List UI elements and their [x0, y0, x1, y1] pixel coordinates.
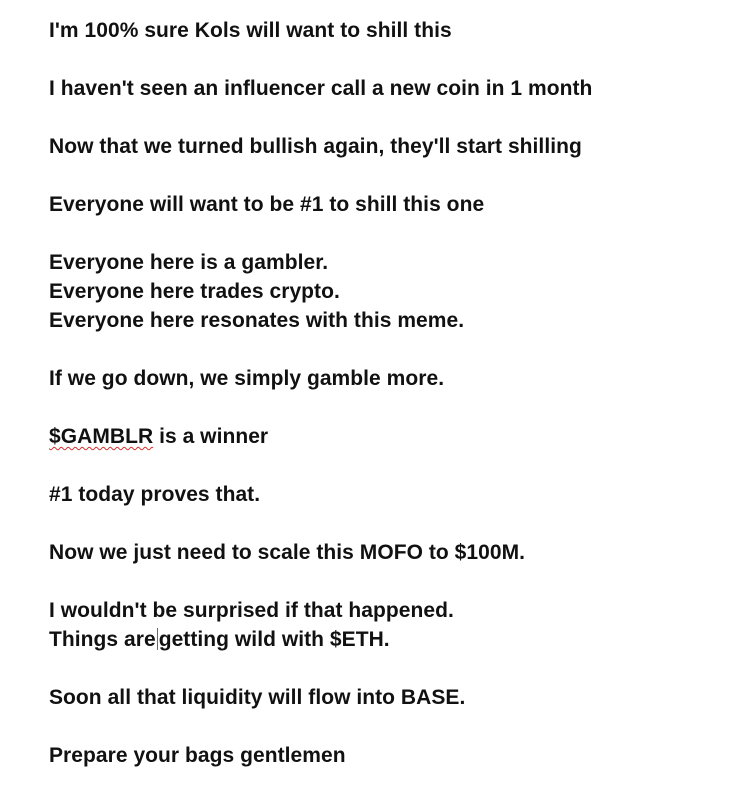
misspelled-word-ticker[interactable]: $GAMBLR — [49, 425, 154, 448]
text-line: Prepare your bags gentlemen — [49, 744, 346, 767]
text-line: I'm 100% sure Kols will want to shill this — [49, 19, 452, 42]
paragraph-8 — [49, 480, 719, 509]
text-line: I wouldn't be surprised if that happened. — [49, 599, 454, 622]
paragraph-5 — [49, 248, 719, 335]
document-body[interactable] — [49, 16, 719, 799]
text-line: Now that we turned bullish again, they'll start shilling — [49, 135, 582, 158]
paragraph-11 — [49, 683, 719, 712]
paragraph-12 — [49, 741, 719, 770]
text-line: If we go down, we simply gamble more. — [49, 367, 445, 390]
text-line — [49, 625, 719, 654]
paragraph-9 — [49, 538, 719, 567]
text-line: Everyone here trades crypto. — [49, 280, 340, 303]
paragraph-3 — [49, 132, 719, 161]
text-line: Everyone will want to be #1 to shill this one — [49, 193, 485, 216]
text-line: #1 today proves that. — [49, 483, 261, 506]
text-line: Everyone here is a gambler. — [49, 251, 329, 274]
paragraph-7 — [49, 422, 719, 451]
text-line: Soon all that liquidity will flow into BASE. — [49, 686, 466, 709]
text-line: I haven't seen an influencer call a new coin in 1 month — [49, 77, 593, 100]
paragraph-10 — [49, 596, 719, 654]
text-line: Everyone here resonates with this meme. — [49, 309, 465, 332]
text-fragment: Things are — [49, 628, 156, 651]
text-fragment: is a winner — [153, 425, 269, 448]
text-cursor-caret — [157, 628, 158, 650]
paragraph-2 — [49, 74, 719, 103]
text-fragment: getting wild with $ETH. — [158, 628, 390, 651]
text-line — [49, 422, 719, 451]
paragraph-4 — [49, 190, 719, 219]
text-line: Now we just need to scale this MOFO to $100M. — [49, 541, 526, 564]
paragraph-6 — [49, 364, 719, 393]
paragraph-1 — [49, 16, 719, 45]
